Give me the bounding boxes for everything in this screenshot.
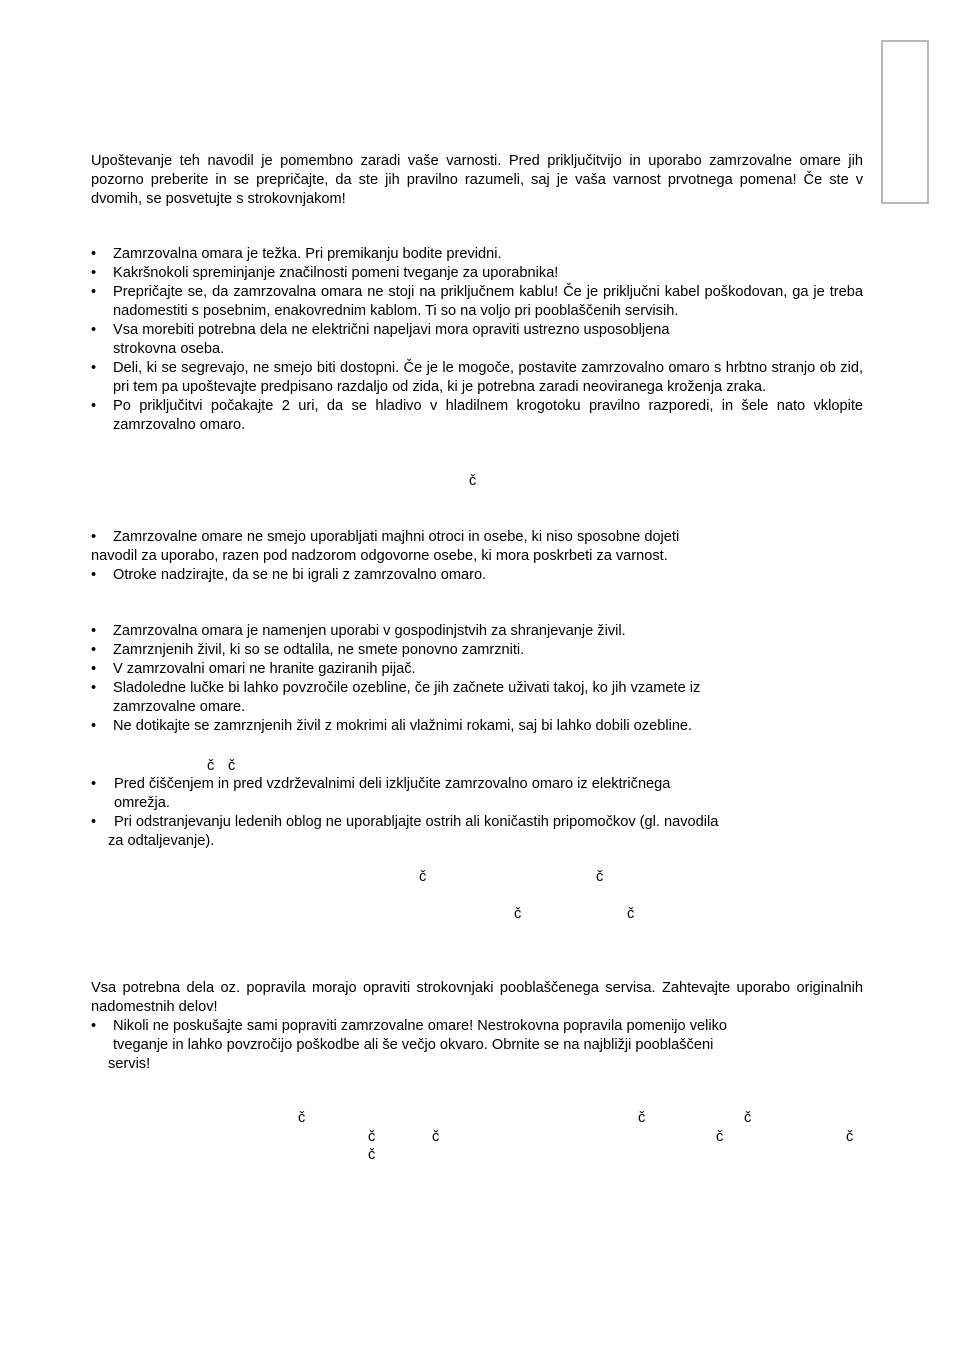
list-item: • Zamrznjenih živil, ki so se odtalila, ne smete ponovno zamrzniti. [91, 641, 863, 660]
list-item: • Zamrzovalna omara je namenjen uporabi v gospodinjstvih za shranjevanje živil. [91, 622, 863, 641]
list-item: • Zamrzovalna omara je težka. Pri premikanju bodite previdni. [91, 245, 863, 264]
page-tab-marker [881, 40, 929, 204]
list-item: • Vsa morebiti potrebna dela ne električni napeljavi mora opraviti ustrezno usposobljena strokovna oseba. [91, 321, 863, 359]
stray-glyph: č [432, 1129, 440, 1145]
section1-list [91, 245, 863, 435]
list-item: • Nikoli ne poskušajte sami popraviti zamrzovalne omare! Nestrokovna popravila pomenijo veliko tveganje in lahko povzročijo poškodbe ali še večjo okvaro. Obrnite se na najbližji pooblaščeni servis! [91, 1018, 728, 1072]
stray-glyph: č [207, 758, 215, 774]
stray-glyph: č [368, 1129, 376, 1145]
stray-glyph: č [228, 758, 236, 774]
list-item: • Pred čiščenjem in pred vzdrževalnimi deli izključite zamrzovalno omaro iz električnega omrežja. [91, 775, 863, 813]
list-item: • Otroke nadzirajte, da se ne bi igrali z zamrzovalno omaro. [91, 567, 487, 583]
stray-glyph: č [846, 1129, 854, 1145]
stray-glyph: č [638, 1110, 646, 1126]
list-item: • Deli, ki se segrevajo, ne smejo biti dostopni. Če je le mogoče, postavite zamrzovalno omaro s hrbtno stranjo ob zid, pri tem pa upoštevajte predpisano razdaljo od zida, ki je potrebna zaradi neoviranega kroženja zraka. [91, 359, 863, 397]
stray-glyph: č [469, 473, 477, 489]
stray-glyph: č [596, 869, 604, 885]
list-item: • Prepričajte se, da zamrzovalna omara ne stoji na priključnem kablu! Če je priključni kabel poškodovan, ga je treba nadomestiti s posebnim, enakovrednim kablom. Ti so na voljo pri pooblaščenih servisih. [91, 283, 863, 321]
list-item: • Po priključitvi počakajte 2 uri, da se hladivo v hladilnem krogotoku pravilno razporedi, in šele nato vklopite zamrzovalno omaro. [91, 397, 863, 435]
list-item: • V zamrzovalni omari ne hranite gaziranih pijač. [91, 660, 863, 679]
section3-list [91, 622, 863, 736]
section2-list [91, 528, 863, 585]
stray-glyph: č [419, 869, 427, 885]
list-item: • Zamrzovalne omare ne smejo uporabljati majhni otroci in osebe, ki niso sposobne dojeti [91, 529, 680, 545]
intro-paragraph: Upoštevanje teh navodil je pomembno zaradi vaše varnosti. Pred priključitvijo in uporabo zamrzovalne omare jih pozorno preberite in se prepričajte, da ste jih pravilno razumeli, saj je vaša varnost prvotnega pomena! Če ste v dvomih, se posvetujte s strokovnjakom! [91, 153, 863, 207]
stray-glyph: č [368, 1147, 376, 1163]
service-paragraph: Vsa potrebna dela oz. popravila morajo opraviti strokovnjaki pooblaščenega servisa. Zahtevajte uporabo originalnih nadomestnih delov! [91, 980, 863, 1015]
stray-glyph: č [716, 1129, 724, 1145]
section5-list [91, 1017, 863, 1074]
stray-glyph: č [627, 906, 635, 922]
stray-glyph: č [298, 1110, 306, 1126]
list-item: • Pri odstranjevanju ledenih oblog ne uporabljajte ostrih ali koničastih pripomočkov (gl. navodila za odtaljevanje). [91, 813, 863, 851]
stray-glyph: č [514, 906, 522, 922]
stray-glyph: č [744, 1110, 752, 1126]
section4-list [91, 775, 863, 851]
list-item: • Ne dotikajte se zamrznjenih živil z mokrimi ali vlažnimi rokami, saj bi lahko dobili ozebline. [91, 717, 863, 736]
list-item-continuation: navodil za uporabo, razen pod nadzorom odgovorne osebe, ki mora poskrbeti za varnost. [91, 548, 668, 564]
list-item: • Sladoledne lučke bi lahko povzročile ozebline, če jih začnete uživati takoj, ko jih vzamete iz zamrzovalne omare. [91, 679, 863, 717]
list-item: • Kakršnokoli spreminjanje značilnosti pomeni tveganje za uporabnika! [91, 264, 863, 283]
